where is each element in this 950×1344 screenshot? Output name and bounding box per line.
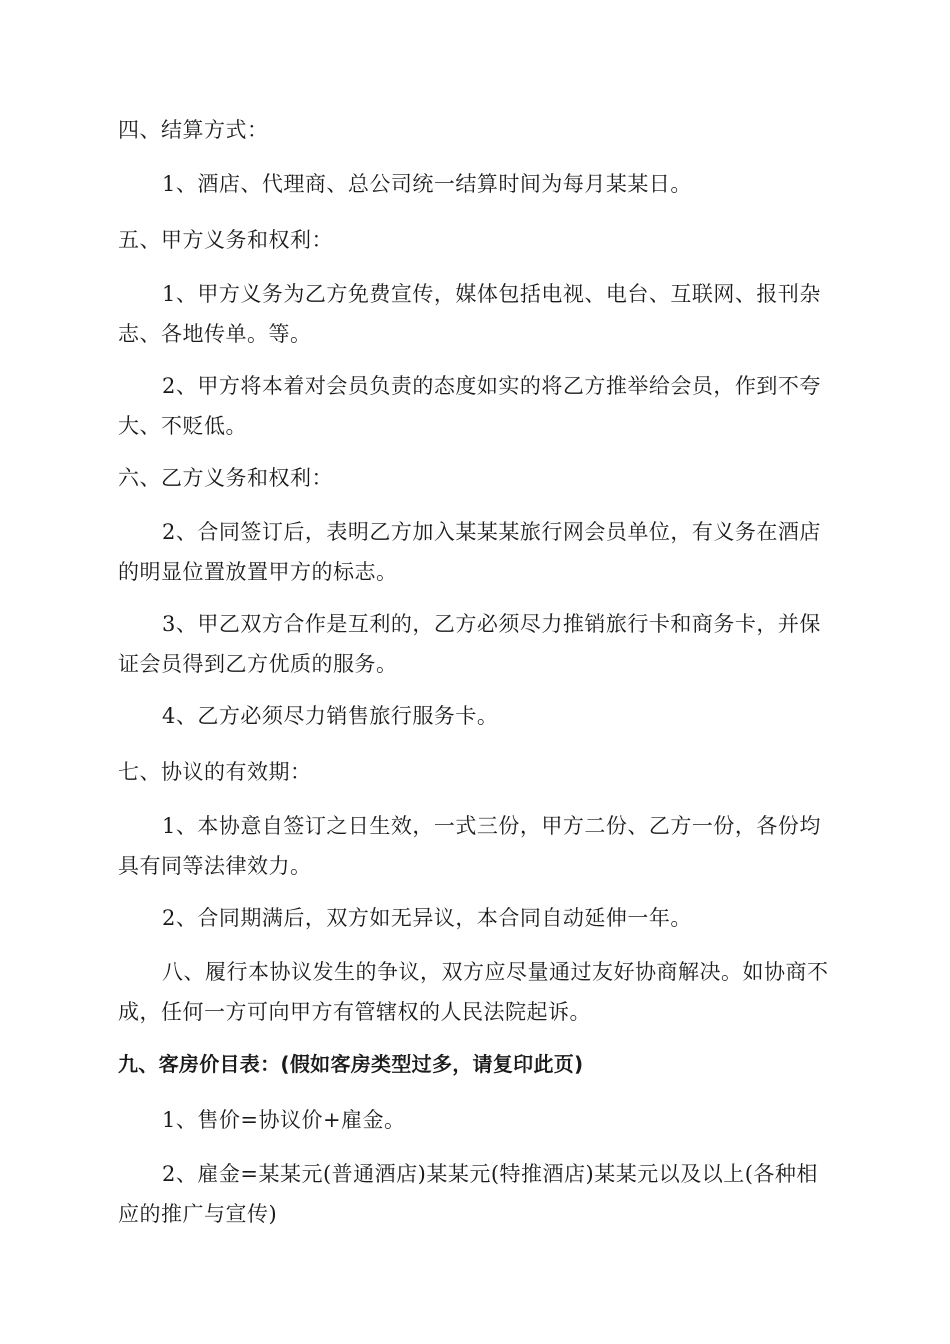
section-heading-party-a: 五、甲方义务和权利： (118, 228, 333, 252)
section-heading-room-rates: 九、客房价目表：(假如客房类型过多，请复印此页) (118, 1052, 584, 1076)
party-b-item-3: 3、甲乙双方合作是互利的，乙方必须尽力推销旅行卡和商务卡，并保证会员得到乙方优质的服务。 (118, 612, 821, 676)
party-b-item-4: 4、乙方必须尽力销售旅行服务卡。 (162, 704, 499, 728)
section-dispute-resolution: 八、履行本协议发生的争议，双方应尽量通过友好协商解决。如协商不成，任何一方可向甲方有管辖权的人民法院起诉。 (118, 960, 829, 1024)
room-rates-item-1: 1、售价=协议价+雇金。 (162, 1108, 406, 1132)
section-heading-party-b: 六、乙方义务和权利： (118, 466, 333, 490)
validity-item-1: 1、本协意自签订之日生效，一式三份，甲方二份、乙方一份，各份均具有同等法律效力。 (118, 814, 821, 878)
room-rates-item-2: 2、雇金=某某元(普通酒店)某某元(特推酒店)某某元以及以上(各种相应的推广与宣传) (118, 1162, 818, 1226)
validity-item-2: 2、合同期满后，双方如无异议，本合同自动延伸一年。 (162, 906, 692, 930)
party-a-item-2: 2、甲方将本着对会员负责的态度如实的将乙方推举给会员，作到不夸大、不贬低。 (118, 374, 821, 438)
settlement-item-1: 1、酒店、代理商、总公司统一结算时间为每月某某日。 (162, 172, 692, 196)
section-heading-settlement: 四、结算方式： (118, 118, 269, 142)
party-a-item-1: 1、甲方义务为乙方免费宣传，媒体包括电视、电台、互联网、报刊杂志、各地传单。等。 (118, 282, 821, 346)
section-heading-validity: 七、协议的有效期： (118, 760, 312, 784)
party-b-item-2: 2、合同签订后，表明乙方加入某某某旅行网会员单位，有义务在酒店的明显位置放置甲方的标志。 (118, 520, 821, 584)
